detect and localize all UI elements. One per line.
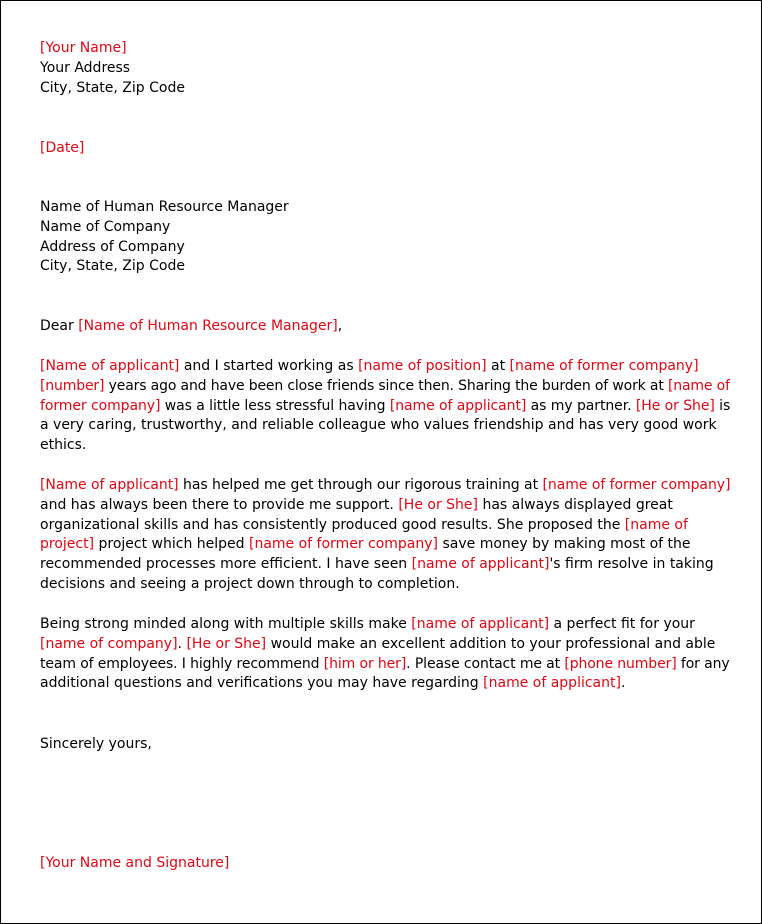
paragraph-line (40, 535, 720, 555)
date-block (40, 139, 720, 159)
body-text: additional questions and verifications you may have regarding (40, 675, 484, 692)
body-text: is (714, 397, 731, 414)
placeholder-text: [name of applicant] (411, 616, 550, 632)
closing-block (40, 735, 720, 755)
letter-date: [Date] (40, 140, 85, 156)
body-text: would make an excellent addition to your professional and able (266, 635, 716, 652)
placeholder-text: [He or She] (635, 397, 715, 414)
paragraph-line (40, 575, 720, 595)
salutation (40, 317, 720, 337)
body-text: decisions and seeing a project down through to completion. (40, 575, 460, 592)
recipient-block (40, 198, 720, 277)
body-text: has always displayed great (478, 496, 673, 513)
paragraph-line (40, 357, 720, 377)
body-text: as my partner. (526, 397, 636, 414)
paragraph-line (40, 615, 720, 635)
paragraph-line (40, 516, 720, 536)
sender-name: [Your Name] (40, 40, 127, 56)
salutation-line (40, 317, 720, 337)
placeholder-text: [name of (624, 516, 688, 533)
body-text: . Please contact me at (406, 655, 565, 672)
body-text: Being strong minded along with multiple skills make (40, 616, 412, 632)
salutation-suffix: , (337, 318, 343, 334)
sender-block (40, 39, 720, 98)
body-text: . (177, 635, 187, 652)
body-text: save money by making most of the (438, 536, 691, 553)
body-text: 's firm resolve in taking (549, 556, 714, 573)
placeholder-text: [name of applicant] (483, 675, 621, 692)
paragraph-line (40, 476, 731, 496)
body-text: at (486, 358, 510, 374)
paragraph-line (40, 416, 720, 436)
body-paragraph-3 (40, 615, 730, 694)
paragraph-line (40, 436, 720, 456)
closing: Sincerely yours, (40, 736, 152, 752)
body-paragraph-1 (40, 357, 731, 456)
signature: [Your Name and Signature] (40, 855, 230, 871)
body-text: . (620, 675, 626, 692)
paragraph-line (40, 635, 720, 655)
placeholder-text: [name of applicant] (411, 556, 550, 573)
placeholder-text: [Name of applicant] (40, 477, 179, 493)
placeholder-text: [name of company] (40, 635, 178, 652)
body-text: ethics. (40, 437, 87, 454)
placeholder-text: [him or her] (323, 655, 407, 672)
body-text: and I started working as (179, 358, 359, 374)
sender-address: Your Address (40, 59, 131, 76)
body-text: years ago and have been close friends since then. Sharing the burden of work at (104, 377, 668, 394)
sender-city: City, State, Zip Code (40, 79, 185, 96)
body-text: a perfect fit for your (549, 616, 695, 632)
placeholder-text: [Name of applicant] (40, 358, 180, 374)
placeholder-text: [name of position] (358, 358, 487, 374)
placeholder-text: [name of applicant] (389, 397, 527, 414)
paragraph-line (40, 555, 720, 575)
recipient-city: City, State, Zip Code (40, 258, 185, 275)
body-text: organizational skills and has consistently produced good results. She proposed the (40, 516, 625, 533)
paragraph-line (40, 496, 720, 516)
recipient-address: Address of Company (40, 238, 185, 255)
placeholder-text: [He or She] (186, 635, 267, 652)
placeholder-text: former company] (40, 397, 161, 414)
body-text: and has always been there to provide me support. (40, 496, 399, 513)
placeholder-text: [name of former company] (542, 477, 731, 493)
placeholder-text: [name of (667, 377, 730, 394)
body-text: project which helped (94, 536, 249, 553)
body-text: was a little less stressful having (160, 397, 390, 414)
paragraph-line (40, 674, 720, 694)
paragraph-line (40, 655, 730, 675)
recipient-company: Name of Company (40, 218, 171, 235)
body-text: recommended processes more efficient. I have seen (40, 556, 412, 573)
placeholder-text: [name of former company] (249, 536, 439, 553)
body-text: a very caring, trustworthy, and reliable colleague who values friendship and has very good work (40, 417, 717, 434)
recipient-manager: Name of Human Resource Manager (40, 199, 289, 215)
signature-block (40, 854, 720, 874)
paragraph-line (40, 377, 730, 397)
body-text: has helped me get through our rigorous training at (178, 477, 543, 493)
paragraph-line (40, 397, 731, 417)
salutation-name: [Name of Human Resource Manager] (78, 318, 338, 334)
placeholder-text: [number] (40, 377, 105, 394)
body-text: team of employees. I highly recommend (40, 655, 324, 672)
placeholder-text: [He or She] (398, 496, 478, 513)
placeholder-text: [phone number] (564, 655, 677, 672)
body-text: for any (676, 655, 730, 672)
salutation-prefix: Dear (40, 318, 79, 334)
body-paragraph-2 (40, 476, 731, 595)
placeholder-text: [name of former company] (509, 358, 699, 374)
placeholder-text: project] (40, 536, 95, 553)
